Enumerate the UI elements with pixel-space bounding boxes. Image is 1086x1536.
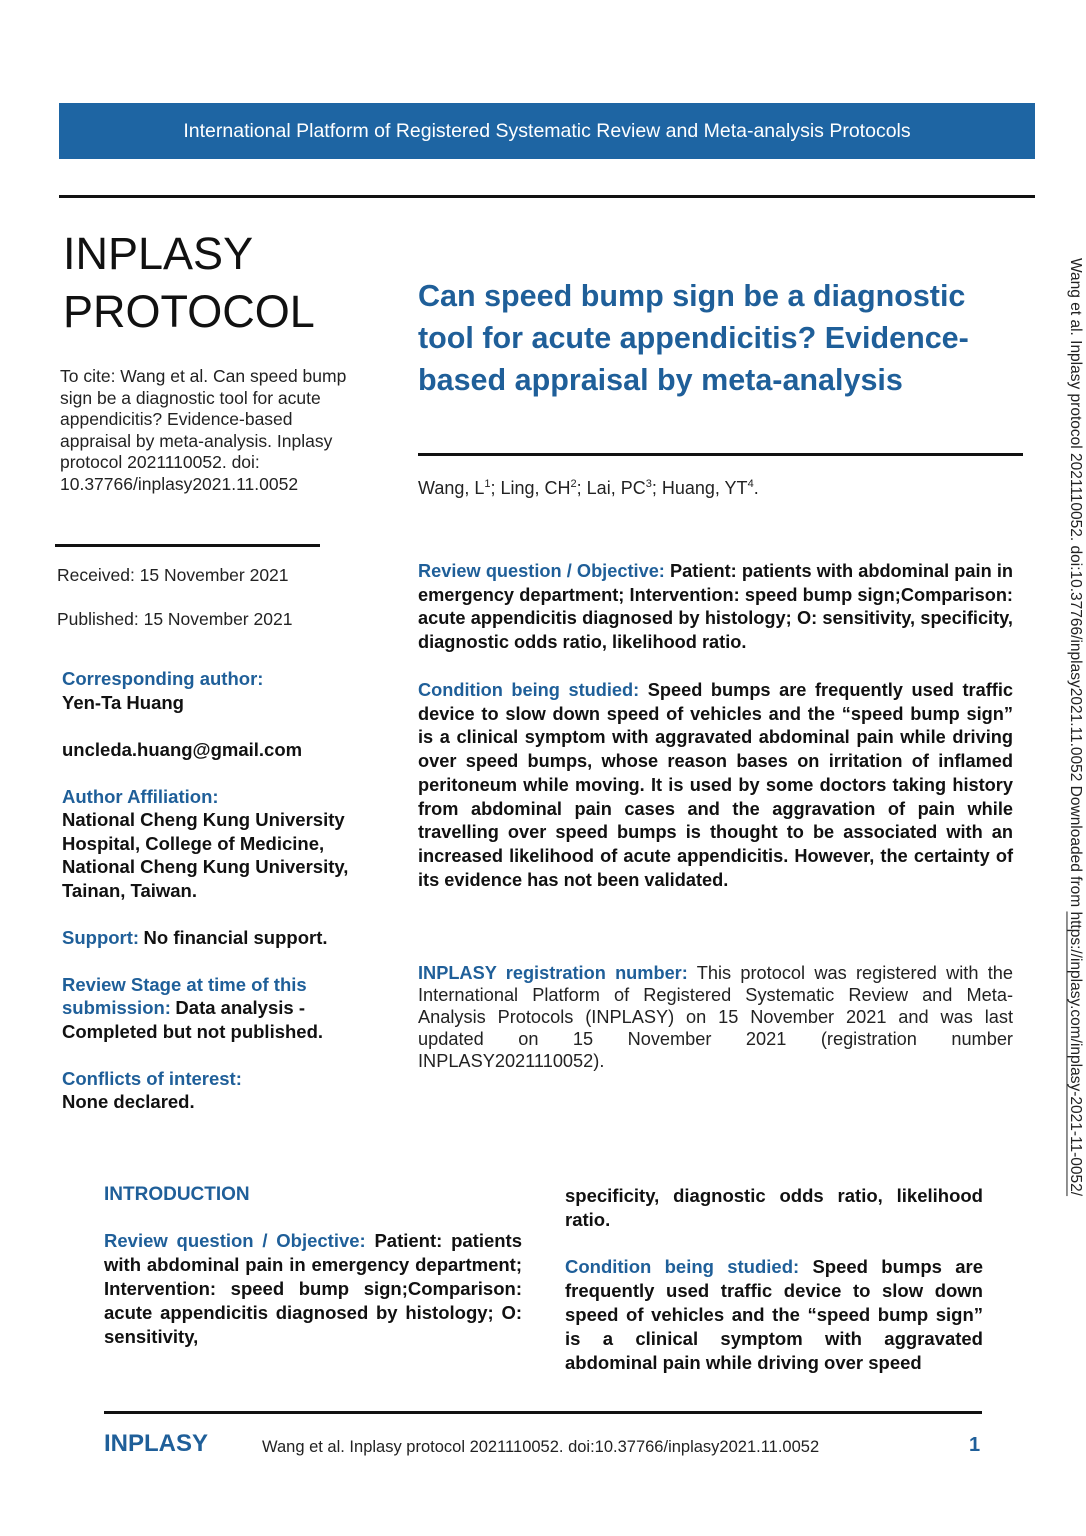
- side-download-note: [1066, 258, 1084, 1196]
- intro-rq-text: Patient: patients with abdominal pain in emergency department; Intervention: speed bump sign;Comparison: acute appendicitis diagnosed by histology; O: sensitivity,: [104, 1230, 522, 1347]
- stage-block: [62, 973, 362, 1044]
- review-question: [418, 560, 1013, 655]
- title-rule: [418, 453, 1023, 456]
- footer-rule: [104, 1411, 982, 1414]
- citation-text: To cite: Wang et al. Can speed bump sign be a diagnostic tool for acute appendicitis? Evidence-based appraisal by meta-analysis. Inplasy protocol 2021110052. doi: 10.37766/inplasy2021.11.0052: [60, 366, 347, 494]
- author-name: Wang, L: [418, 478, 485, 498]
- affiliation-text: National Cheng Kung University Hospital, College of Medicine, National Cheng Kung University, Tainan, Taiwan.: [62, 809, 349, 901]
- author-sup: 3: [645, 478, 652, 490]
- registration-text: This protocol was registered with the International Platform of Registered Systematic Review and Meta-Analysis Protocols (INPLASY) on 15 November 2021 and was last updated on 15 November 2021 (registration number INPLASY2021110052).: [418, 963, 1013, 1071]
- intro-rq-label: Review question / Objective:: [104, 1230, 366, 1251]
- left-meta: [62, 667, 362, 1114]
- author-sup: 1: [484, 478, 491, 490]
- introduction-heading: INTRODUCTION: [104, 1184, 250, 1205]
- received-date: Received: 15 November 2021: [57, 565, 289, 585]
- cite-rule: [55, 544, 320, 547]
- footer-brand: INPLASY: [104, 1430, 209, 1457]
- journal-banner: International Platform of Registered Systematic Review and Meta-analysis Protocols: [59, 103, 1035, 159]
- page-number: 1: [969, 1434, 981, 1456]
- intro-cond-label: Condition being studied:: [565, 1256, 800, 1277]
- author-list: [418, 478, 759, 499]
- conflicts-label: Conflicts of interest:: [62, 1067, 242, 1089]
- author-end: .: [753, 478, 759, 498]
- affiliation-label: Author Affiliation:: [62, 785, 219, 807]
- conflicts-text: None declared.: [62, 1091, 195, 1112]
- side-note-text: Wang et al. Inplasy protocol 2021110052. doi:10.37766/inplasy2021.11.0052 Downloaded from: [1067, 258, 1084, 912]
- top-rule: [59, 195, 1035, 198]
- corresponding-label: Corresponding author:: [62, 668, 264, 689]
- support-block: [62, 926, 362, 950]
- stage-label: Review Stage at time of this submission:: [62, 973, 307, 1018]
- protocol-heading-line2: PROTOCOL: [63, 286, 315, 337]
- author-name: ; Ling, CH: [490, 478, 571, 498]
- corresponding-email[interactable]: uncleda.huang@gmail.com: [62, 738, 303, 760]
- author-sup: 2: [570, 478, 577, 490]
- intro-review-question: [104, 1229, 522, 1349]
- protocol-heading-line1: INPLASY: [63, 228, 254, 279]
- author-name: ; Huang, YT: [651, 478, 748, 498]
- intro-condition: [565, 1255, 983, 1375]
- condition-studied: [418, 679, 1013, 892]
- review-question-label: Review question / Objective:: [418, 561, 665, 581]
- corresponding-name: Yen-Ta Huang: [62, 691, 184, 713]
- side-download-link[interactable]: https://inplasy.com/inplasy-2021-11-0052/: [1067, 911, 1084, 1197]
- condition-text: Speed bumps are frequently used traffic device to slow down speed of vehicles and the “speed bump sign” is a clinical symptom with aggravated abdominal pain while driving over speed bumps, whose reason bases on irritation of inflamed peritoneum while moving. It is used by some doctors taking history from abdominal pain cases and the aggravation of pain while travelling over speed bumps is thought to be associated with an increased likelihood of acute appendicitis. However, the certainty of its evidence has not been validated.: [418, 680, 1013, 890]
- registration-info: [418, 962, 1013, 1072]
- footer-citation: Wang et al. Inplasy protocol 2021110052. doi:10.37766/inplasy2021.11.0052: [262, 1438, 820, 1456]
- registration-label: INPLASY registration number:: [418, 963, 688, 983]
- condition-label: Condition being studied:: [418, 680, 640, 700]
- support-label: Support:: [62, 926, 140, 948]
- author-name: ; Lai, PC: [576, 478, 646, 498]
- intro-rq-continued: specificity, diagnostic odds ratio, likelihood ratio.: [565, 1185, 983, 1230]
- review-question-text: Patient: patients with abdominal pain in emergency department; Intervention: speed bump sign;Comparison: acute appendicitis diagnosed by histology; O: sensitivity, specificity, diagnostic odds ratio, likelihood ratio.: [418, 561, 1013, 653]
- published-date: Published: 15 November 2021: [57, 609, 293, 629]
- intro-cond-text: Speed bumps are frequently used traffic device to slow down speed of vehicles and the “speed bump sign” is a clinical symptom with aggravated abdominal pain while driving over speed: [565, 1256, 983, 1373]
- paper-title: Can speed bump sign be a diagnostic tool for acute appendicitis? Evidence-based appraisal by meta-analysis: [418, 279, 969, 397]
- stage-text: Data analysis - Completed but not published.: [62, 997, 324, 1042]
- support-text: No financial support.: [143, 926, 328, 948]
- protocol-heading: [63, 225, 315, 341]
- author-sup: 4: [747, 478, 754, 490]
